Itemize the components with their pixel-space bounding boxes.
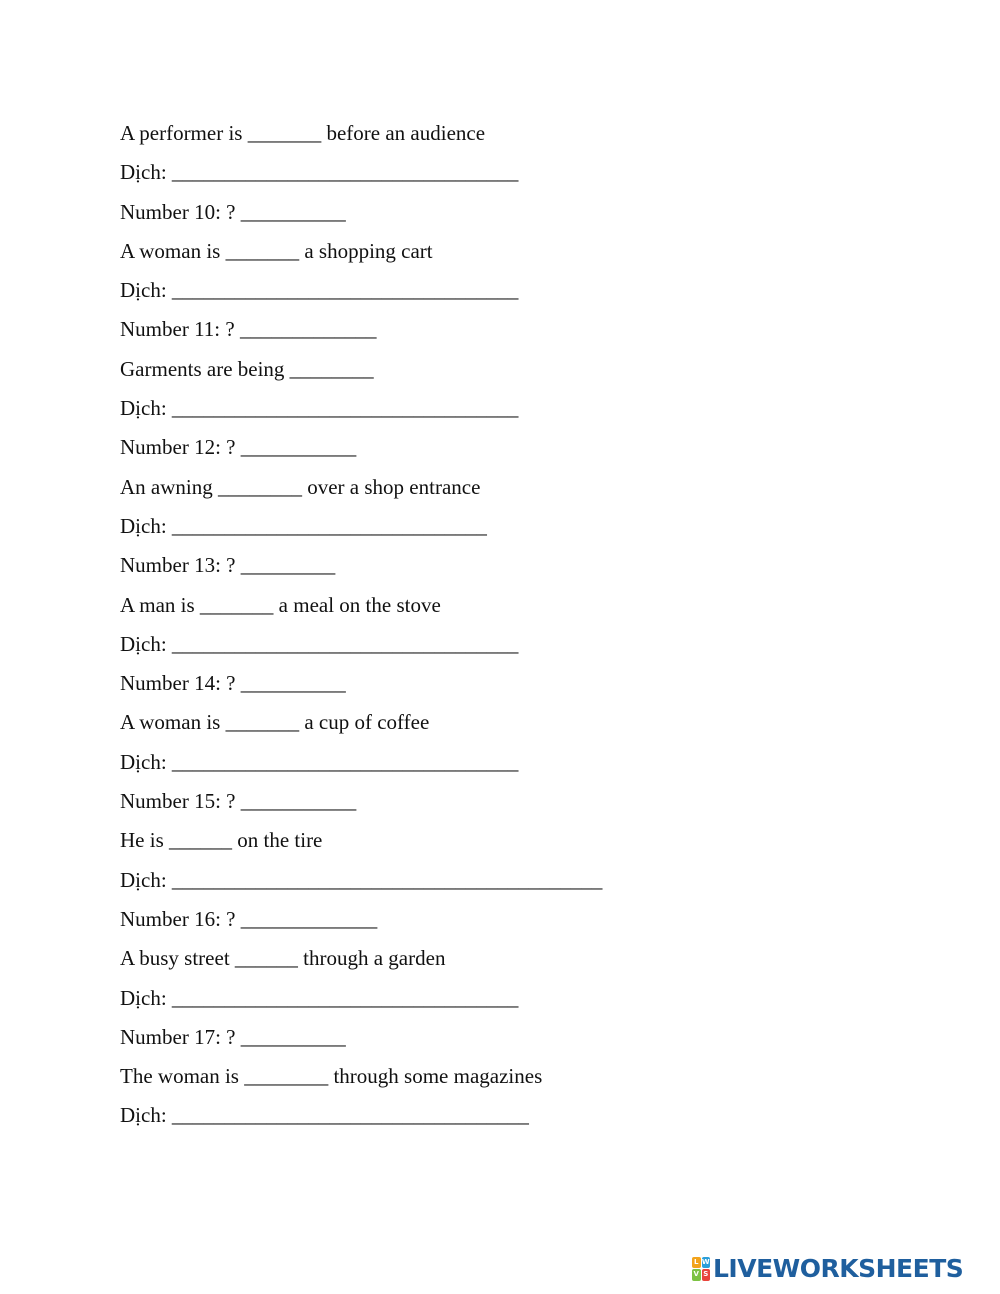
number-line: Number 11: ? _____________ bbox=[120, 317, 377, 342]
logo-badge-cell: W bbox=[702, 1257, 711, 1269]
number-line: Number 13: ? _________ bbox=[120, 553, 336, 578]
sentence-line: A busy street ______ through a garden bbox=[120, 946, 446, 971]
translation-line: Dịch: _________________________________ bbox=[120, 749, 519, 774]
sentence-line: Garments are being ________ bbox=[120, 356, 374, 381]
sentence-line: He is ______ on the tire bbox=[120, 828, 323, 853]
logo-badge-cell: V bbox=[692, 1269, 701, 1281]
logo-badge-icon bbox=[692, 1257, 710, 1281]
translation-line: Dịch: _________________________________ bbox=[120, 631, 519, 656]
translation-line: Dịch: _________________________________ bbox=[120, 985, 519, 1010]
logo-badge-cell: L bbox=[692, 1257, 701, 1269]
number-line: Number 17: ? __________ bbox=[120, 1024, 346, 1049]
logo-badge-cell: S bbox=[702, 1269, 711, 1281]
worksheet-lines bbox=[120, 114, 602, 1136]
sentence-line: The woman is ________ through some magazines bbox=[120, 1064, 543, 1089]
sentence-line: A woman is _______ a cup of coffee bbox=[120, 710, 430, 735]
translation-line: Dịch: ______________________________ bbox=[120, 513, 487, 538]
number-line: Number 12: ? ___________ bbox=[120, 435, 357, 460]
number-line: Number 16: ? _____________ bbox=[120, 906, 378, 931]
translation-line: Dịch: _________________________________ bbox=[120, 278, 519, 303]
sentence-line: A man is _______ a meal on the stove bbox=[120, 592, 441, 617]
logo-text: LIVEWORKSHEETS bbox=[713, 1254, 964, 1283]
number-line: Number 14: ? __________ bbox=[120, 671, 346, 696]
sentence-line: An awning ________ over a shop entrance bbox=[120, 474, 481, 499]
translation-line: Dịch: _________________________________ bbox=[120, 160, 519, 185]
liveworksheets-logo bbox=[692, 1254, 963, 1283]
translation-line: Dịch: _________________________________________ bbox=[120, 867, 603, 892]
sentence-line: A performer is _______ before an audience bbox=[120, 121, 486, 145]
sentence-line: A woman is _______ a shopping cart bbox=[120, 238, 433, 263]
translation-line: Dịch: __________________________________ bbox=[120, 1103, 529, 1128]
number-line: Number 10: ? __________ bbox=[120, 199, 346, 224]
number-line: Number 15: ? ___________ bbox=[120, 789, 357, 814]
translation-line: Dịch: _________________________________ bbox=[120, 396, 519, 421]
